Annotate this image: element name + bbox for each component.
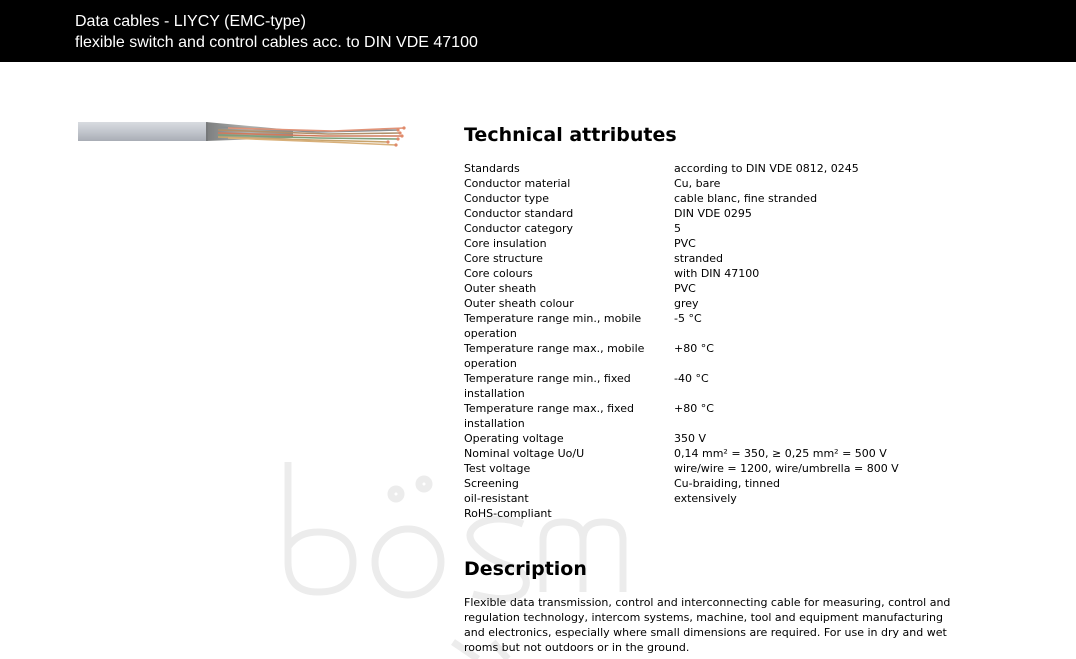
- table-row: [464, 341, 899, 371]
- attribute-label: Test voltage: [464, 462, 531, 475]
- table-row: [464, 236, 899, 251]
- table-row: [464, 431, 899, 446]
- attribute-label: Temperature range max., mobile operation: [464, 342, 645, 370]
- attribute-value: 5: [674, 222, 681, 235]
- table-row: [464, 161, 899, 176]
- attribute-value: extensively: [674, 492, 737, 505]
- attribute-value: [674, 506, 899, 521]
- table-row: [464, 491, 899, 506]
- table-row: [464, 311, 899, 341]
- attribute-label: Nominal voltage Uo/U: [464, 447, 585, 460]
- description-heading: Description: [464, 558, 587, 580]
- table-row: [464, 296, 899, 311]
- table-row: [464, 221, 899, 236]
- attribute-label: Conductor material: [464, 177, 571, 190]
- table-row: [464, 191, 899, 206]
- attribute-value: +80 °C: [674, 342, 714, 355]
- attribute-label: Temperature range min., fixed installation: [464, 372, 631, 400]
- description-text: Flexible data transmission, control and interconnecting cable for measuring, control and regulation technology, intercom systems, machine, tool and equipment manufacturing and electronics, especially where small dimensions are required. For use in dry and wet rooms but not outdoors or in the ground.: [464, 596, 951, 654]
- attribute-label: Conductor standard: [464, 207, 574, 220]
- table-row: [464, 266, 899, 281]
- attribute-label: Outer sheath: [464, 282, 537, 295]
- attribute-value: Cu-braiding, tinned: [674, 477, 780, 490]
- attribute-value: wire/wire = 1200, wire/umbrella = 800 V: [674, 462, 899, 475]
- attribute-value: 0,14 mm² = 350, ≥ 0,25 mm² = 500 V: [674, 447, 887, 460]
- table-row: [464, 176, 899, 191]
- attribute-label: Temperature range max., fixed installation: [464, 402, 634, 430]
- attribute-value: -40 °C: [674, 372, 709, 385]
- table-row: [464, 506, 899, 521]
- table-row: [464, 446, 899, 461]
- page-header: [0, 0, 1076, 62]
- attribute-label: Core structure: [464, 252, 543, 265]
- technical-attributes-heading: Technical attributes: [464, 124, 677, 146]
- table-row: [464, 401, 899, 431]
- header-title-block: [75, 11, 478, 53]
- table-row: [464, 476, 899, 491]
- product-title: Data cables - LIYCY (EMC-type): [75, 13, 306, 30]
- attribute-label: Temperature range min., mobile operation: [464, 312, 642, 340]
- table-row: [464, 371, 899, 401]
- attribute-label: RoHS-compliant: [464, 507, 552, 520]
- attribute-value: stranded: [674, 252, 724, 265]
- attribute-label: Core colours: [464, 267, 533, 280]
- table-row: [464, 281, 899, 296]
- attribute-value: DIN VDE 0295: [674, 207, 752, 220]
- attribute-label: Conductor category: [464, 222, 574, 235]
- cable-product-image: [78, 118, 418, 152]
- attribute-value: PVC: [674, 237, 696, 250]
- attribute-label: Operating voltage: [464, 432, 564, 445]
- attribute-label: Screening: [464, 477, 519, 490]
- attribute-value: 350 V: [674, 432, 707, 445]
- technical-attributes-table: [464, 161, 899, 521]
- table-row: [464, 251, 899, 266]
- attribute-value: grey: [674, 297, 699, 310]
- main-content: [464, 124, 1024, 655]
- attribute-value: cable blanc, fine stranded: [674, 192, 818, 205]
- attribute-label: Standards: [464, 162, 520, 175]
- attribute-label: Conductor type: [464, 192, 550, 205]
- attribute-value: with DIN 47100: [674, 267, 760, 280]
- product-subtitle: flexible switch and control cables acc. to DIN VDE 47100: [75, 34, 478, 51]
- table-row: [464, 461, 899, 476]
- attribute-value: -5 °C: [674, 312, 702, 325]
- attribute-value: +80 °C: [674, 402, 714, 415]
- attribute-value: according to DIN VDE 0812, 0245: [674, 162, 859, 175]
- attribute-value: Cu, bare: [674, 177, 721, 190]
- attribute-value: PVC: [674, 282, 696, 295]
- table-row: [464, 206, 899, 221]
- attribute-label: Outer sheath colour: [464, 297, 574, 310]
- attribute-label: Core insulation: [464, 237, 547, 250]
- attribute-label: oil-resistant: [464, 492, 529, 505]
